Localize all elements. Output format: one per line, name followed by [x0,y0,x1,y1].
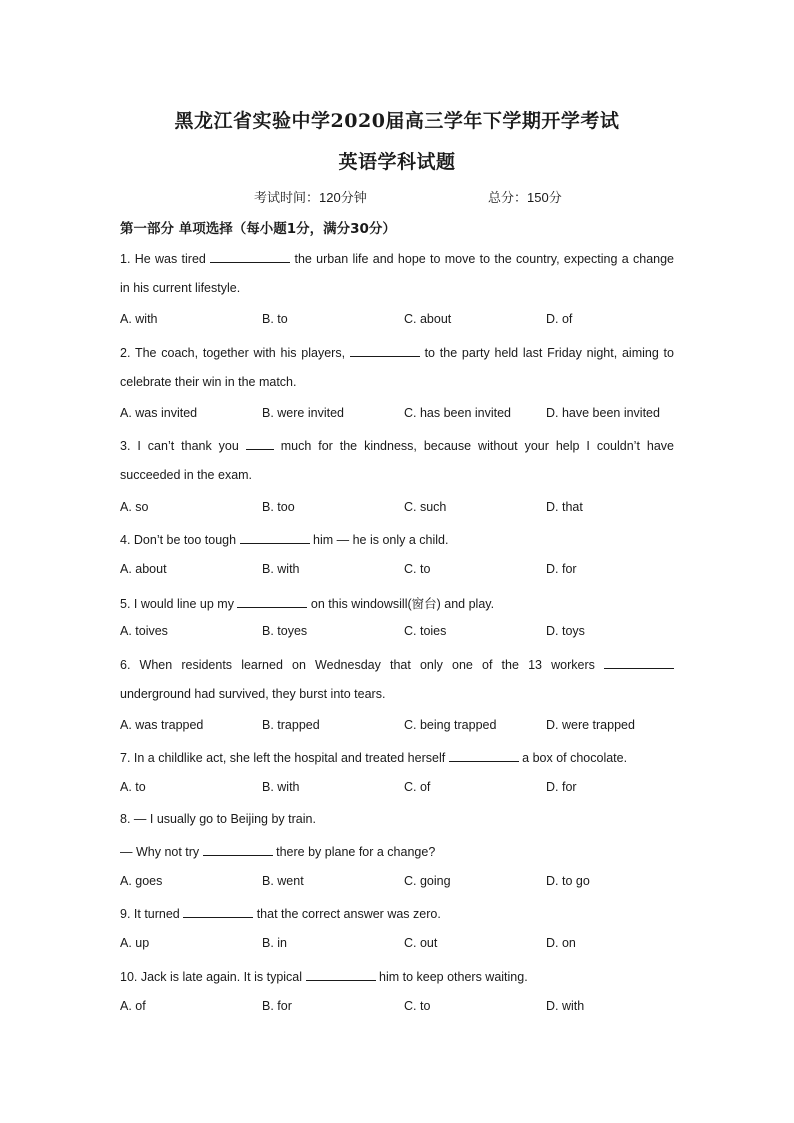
question-5-line-1 [120,594,674,612]
question-8-line-2 [120,843,674,859]
answer-blank [449,749,519,762]
option-d: D. toys [546,624,585,638]
option-d: D. to go [546,874,590,888]
question-text: there by plane for a change? [272,845,436,859]
option-c: C. to [404,562,431,576]
answer-blank [350,344,420,357]
option-c: C. being trapped [404,718,497,732]
question-text: on this windowsill(窗台) and play. [307,597,495,611]
answer-blank [306,968,376,981]
exam-total-score: 总分：150分 [488,190,562,205]
option-b: B. were invited [262,406,344,420]
question-text: 6. When residents learned on Wednesday that only one of the 13 workers [120,658,604,672]
option-d: D. for [546,562,577,576]
option-a: A. was invited [120,406,198,420]
question-text: the urban life and hope to move to the country, expecting a change [290,252,674,266]
question-8-line-1 [120,812,674,826]
option-b: B. toyes [262,624,308,638]
question-1-line-2 [120,281,674,295]
question-text: 7. In a childlike act, she left the hospital and treated herself [120,751,449,765]
question-text: him to keep others waiting. [375,970,528,984]
option-c: C. of [404,780,431,794]
question-text: to the party held last Friday night, aiming to [419,346,674,360]
option-c: C. going [404,874,451,888]
question-text: celebrate their win in the match. [120,375,297,389]
question-text: 5. I would line up my [120,597,238,611]
option-a: A. with [120,312,158,326]
option-d: D. on [546,936,576,950]
question-2-line-1 [120,344,674,360]
section-title: 第一部分 单项选择（每小题1分，满分30分） [120,221,396,237]
question-6-line-1 [120,656,674,672]
question-text: much for the kindness, because without your help I couldn’t have [273,439,674,453]
question-text: 1. He was tired [120,252,211,266]
question-2-line-2 [120,375,674,389]
option-c: C. out [404,936,438,950]
question-10-line-1 [120,968,674,984]
question-4-line-1 [120,531,674,547]
answer-blank [240,531,310,544]
option-b: B. to [262,312,288,326]
option-c: C. has been invited [404,406,512,420]
answer-blank [183,905,253,918]
question-3-line-2 [120,468,674,482]
answer-blank [246,437,274,450]
answer-blank [203,843,273,856]
question-text: 4. Don’t be too tough [120,533,240,547]
option-b: B. for [262,999,292,1013]
question-text: — Why not try [120,845,203,859]
exam-title: 黑龙江省实验中学2020届高三学年下学期开学考试 [174,110,620,132]
exam-time: 考试时间：120分钟 [254,190,367,205]
question-text: 8. — I usually go to Beijing by train. [120,812,316,826]
question-text: that the correct answer was zero. [253,907,441,921]
option-d: D. for [546,780,577,794]
option-d: D. were trapped [546,718,635,732]
answer-blank [604,656,674,669]
option-b: B. with [262,780,300,794]
question-text: in his current lifestyle. [120,281,241,295]
option-a: A. up [120,936,150,950]
question-1-line-1 [120,250,674,266]
option-d: D. of [546,312,573,326]
option-a: A. was trapped [120,718,204,732]
option-a: A. so [120,500,149,514]
answer-blank [210,250,290,263]
option-b: B. too [262,500,295,514]
option-b: B. went [262,874,304,888]
option-c: C. toies [404,624,447,638]
option-d: D. with [546,999,585,1013]
question-3-line-1 [120,437,674,453]
question-text: 9. It turned [120,907,184,921]
answer-blank [237,595,307,608]
question-text: him — he is only a child. [309,533,449,547]
option-c: C. such [404,500,447,514]
option-c: C. about [404,312,452,326]
question-text: succeeded in the exam. [120,468,253,482]
option-b: B. in [262,936,288,950]
option-a: A. toives [120,624,168,638]
question-7-line-1 [120,749,674,765]
option-a: A. goes [120,874,163,888]
exam-subtitle: 英语学科试题 [338,151,456,173]
option-b: B. with [262,562,300,576]
option-a: A. of [120,999,146,1013]
question-text: 3. I can’t thank you [120,439,246,453]
question-text: a box of chocolate. [518,751,628,765]
option-c: C. to [404,999,431,1013]
option-a: A. about [120,562,167,576]
question-6-line-2 [120,687,674,701]
question-text: 10. Jack is late again. It is typical [120,970,306,984]
question-9-line-1 [120,905,674,921]
option-a: A. to [120,780,146,794]
question-text: 2. The coach, together with his players, [120,346,350,360]
option-b: B. trapped [262,718,320,732]
option-d: D. have been invited [546,406,660,420]
option-d: D. that [546,500,583,514]
question-text: underground had survived, they burst into tears. [120,687,386,701]
